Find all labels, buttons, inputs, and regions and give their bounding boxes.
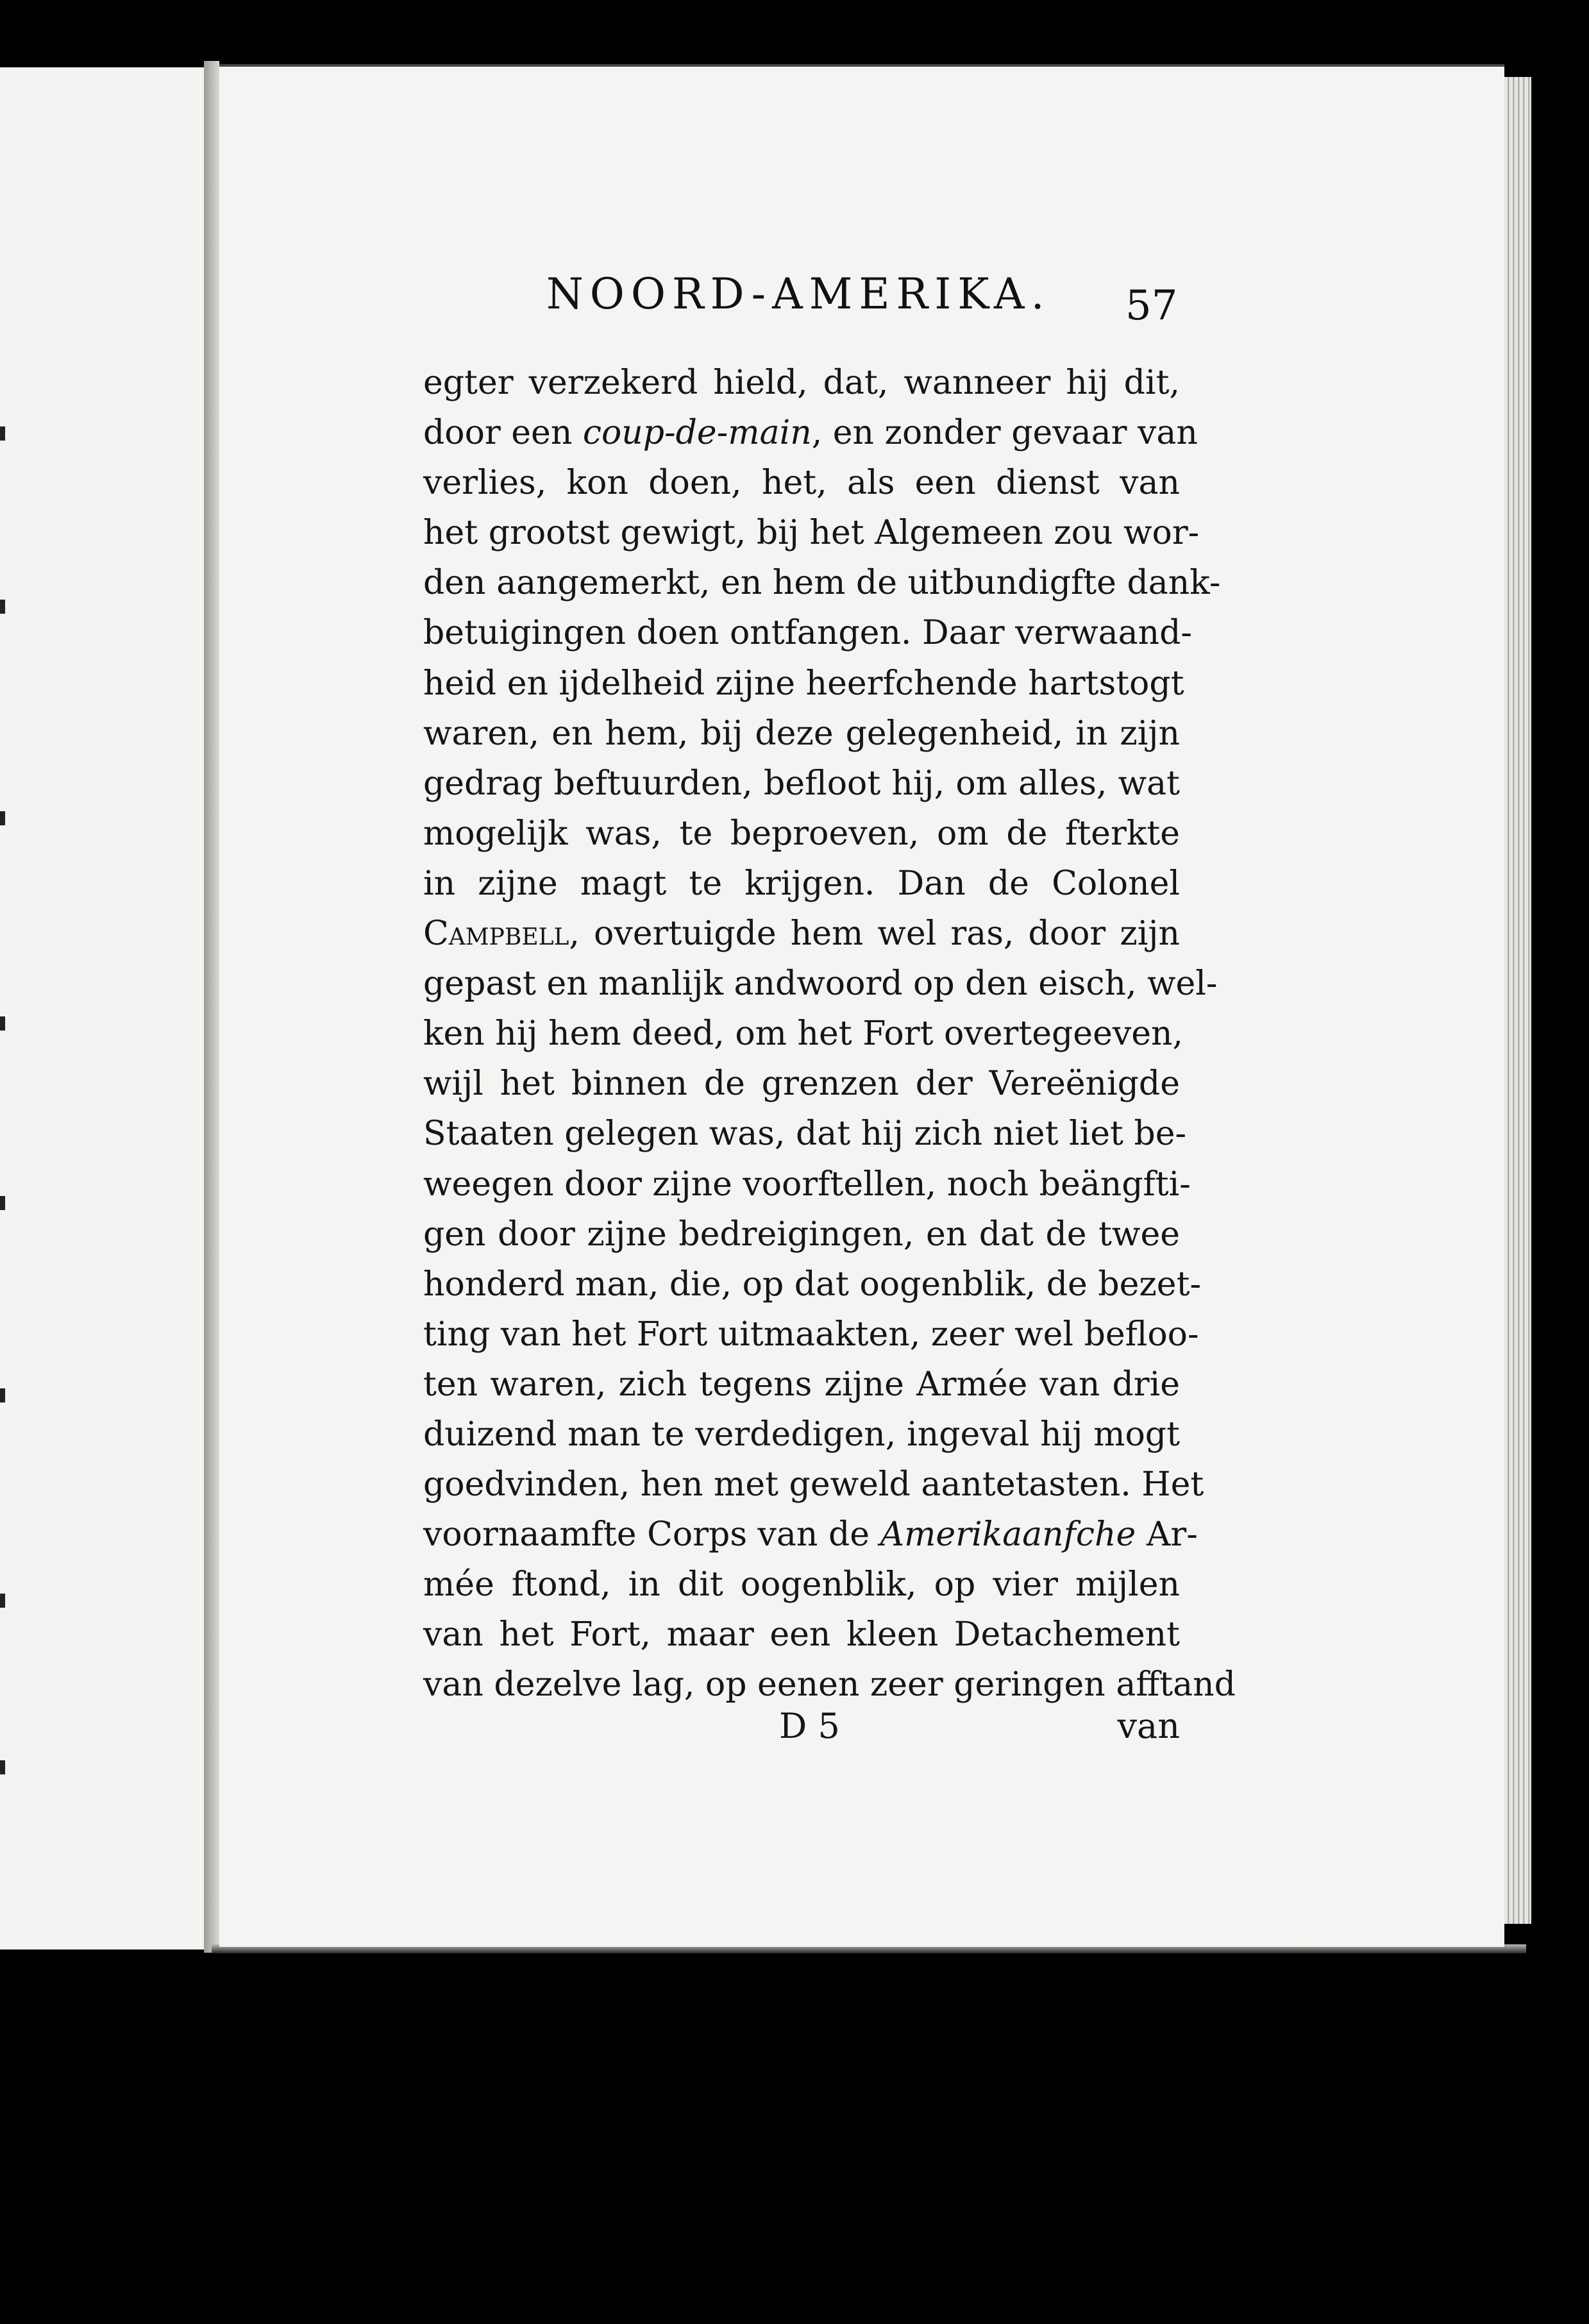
text-line [423, 1510, 1198, 1560]
text-line [423, 1209, 1180, 1259]
text-line [423, 809, 1180, 859]
text-line [423, 709, 1180, 759]
text-line [423, 1560, 1180, 1610]
text-segment: , en zonder gevaar van [811, 414, 1198, 453]
text-segment: mogelijk was, te beproeven, om de fterkte [423, 814, 1180, 853]
page-edge-stack [1504, 77, 1531, 1924]
text-line [423, 659, 1184, 709]
text-segment: honderd man, die, op dat oogenblik, de bezet- [423, 1265, 1202, 1304]
text-segment: wijl het binnen de grenzen der Vereënigde [423, 1065, 1180, 1104]
text-line [423, 458, 1180, 508]
text-segment: gedrag beftuurden, befloot hij, om alles, wat [423, 764, 1180, 803]
running-head: NOORD-AMERIKA. [546, 269, 1051, 319]
text-segment: van het Fort, maar een kleen Detachement [423, 1615, 1180, 1655]
ink-mark [0, 1196, 5, 1210]
ink-mark [0, 811, 5, 825]
text-segment: heid en ijdelheid zijne heerfchende hartstogt [423, 664, 1184, 703]
body-text [423, 358, 1236, 1710]
text-segment: waren, en hem, bij deze gelegenheid, in zijn [423, 714, 1180, 753]
previous-page-edge [0, 67, 206, 1949]
text-segment: Campbell [423, 914, 569, 954]
book-gutter [204, 61, 219, 1953]
text-segment: Staaten gelegen was, dat hij zich niet liet be- [423, 1115, 1187, 1154]
text-line [423, 759, 1180, 809]
text-segment: gen door zijne bedreigingen, en dat de twee [423, 1215, 1180, 1254]
page-number: 57 [1125, 282, 1178, 330]
text-line [423, 1360, 1180, 1410]
text-line [423, 558, 1221, 608]
ink-mark [0, 426, 5, 441]
text-segment: verlies, kon doen, het, als een dienst van [423, 464, 1180, 503]
ink-mark [0, 1016, 5, 1031]
page-footer [423, 1706, 1180, 1757]
ink-mark [0, 1760, 5, 1774]
text-segment: ting van het Fort uitmaakten, zeer wel befloo- [423, 1315, 1199, 1354]
text-segment: weegen door zijne voorftellen, noch beängfti- [423, 1165, 1191, 1204]
text-line [423, 1009, 1184, 1059]
text-segment: voornaamfte Corps van de [423, 1515, 880, 1554]
text-segment: ken hij hem deed, om het Fort overtegeeven, [423, 1015, 1184, 1054]
text-line [423, 1410, 1180, 1460]
text-segment: ten waren, zich tegens zijne Armée van drie [423, 1365, 1180, 1404]
text-segment: den aangemerkt, en hem de uitbundigfte dank- [423, 564, 1221, 603]
text-segment: Amerikaanfche [880, 1515, 1136, 1554]
text-line [423, 1610, 1180, 1660]
text-line [423, 909, 1180, 959]
ink-mark [0, 600, 5, 614]
text-line [423, 1109, 1187, 1159]
text-segment: van dezelve lag, op eenen zeer geringen afftand [423, 1665, 1236, 1705]
catchword: van [1117, 1706, 1180, 1746]
text-segment: gepast en manlijk andwoord op den eisch, wel- [423, 964, 1218, 1004]
text-segment: goedvinden, hen met geweld aantetasten. Het [423, 1465, 1204, 1504]
text-segment: door een [423, 414, 583, 453]
signature-mark: D 5 [779, 1706, 840, 1746]
text-line [423, 859, 1180, 909]
text-segment: Ar- [1136, 1515, 1198, 1554]
text-line [423, 1309, 1199, 1360]
text-segment: egter verzekerd hield, dat, wanneer hij dit, [423, 364, 1180, 402]
text-line [423, 1259, 1202, 1309]
ink-mark [0, 1388, 5, 1402]
text-segment: coup-de-main [582, 414, 812, 453]
text-line [423, 608, 1192, 658]
text-line [423, 508, 1200, 558]
text-line [423, 959, 1218, 1009]
ink-mark [0, 1594, 5, 1608]
text-line [423, 1159, 1191, 1209]
text-segment: mée ftond, in dit oogenblik, op vier mijlen [423, 1565, 1180, 1604]
text-line [423, 1460, 1204, 1510]
text-segment: , overtuigde hem wel ras, door zijn [569, 914, 1180, 954]
text-segment: in zijne magt te krijgen. Dan de Colonel [423, 864, 1180, 903]
text-segment: het grootst gewigt, bij het Algemeen zou wor- [423, 514, 1200, 553]
text-line [423, 358, 1180, 408]
text-line [423, 1660, 1236, 1710]
text-line [423, 408, 1198, 458]
text-segment: duizend man te verdedigen, ingeval hij mogt [423, 1415, 1180, 1454]
text-line [423, 1059, 1180, 1109]
text-segment: betuigingen doen ontfangen. Daar verwaand- [423, 614, 1192, 653]
